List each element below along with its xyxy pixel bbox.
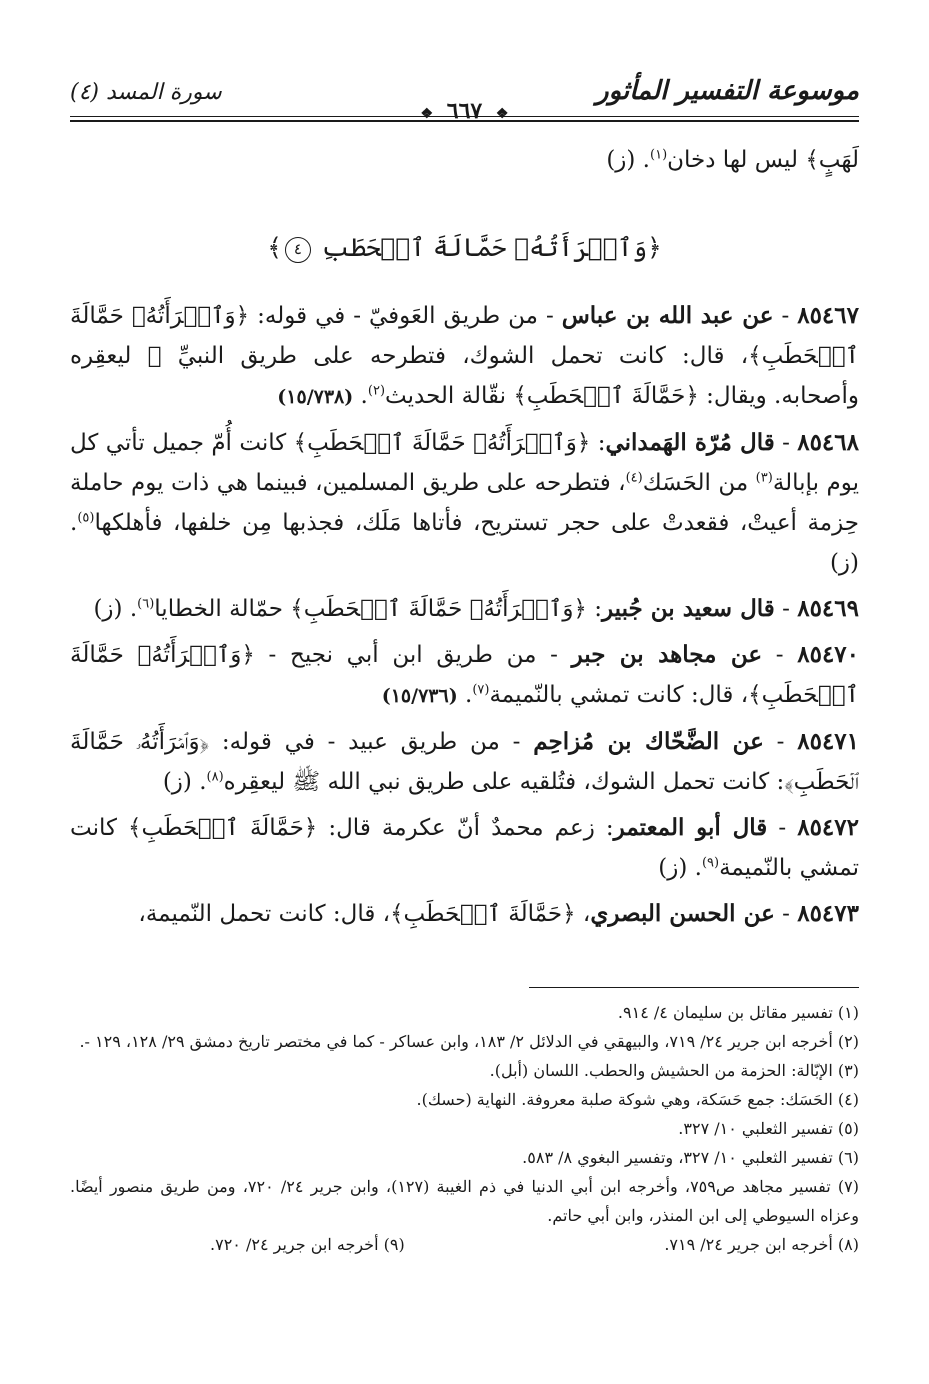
footnote-marker: (٩) (701, 855, 720, 871)
volume-reference: (١٥/٧٣٦) (381, 685, 458, 707)
ayah-number: ٤ (285, 237, 311, 263)
main-text (70, 140, 859, 934)
intro-line: لَهَبٍ﴾ ليس لها دخان$^{(١)}$. (ز) (606, 147, 859, 173)
footnote: (٤) الحَسَك: جمع حَسَكة، وهي شوكة صلبة معروفة. النهاية (حسك). (416, 1090, 859, 1109)
footnote-row (70, 1230, 859, 1259)
narration: ٨٥٤٦٨ - قال مُرّة الهَمداني: ﴿وَٱمۡرَأَتُهُۥ حَمَّالَةَ ٱلۡحَطَبِ﴾ كانت أُمّ جميل تأتي كل يوم بإبالة$^{(٣)}$ من الحَسَك$^{(٤)}$، فتطرحه على طريق المسلمين، فبينما هي ذات يوم حاملة حِزمة أعيتْ، فقعدتْ على حجر تستريح، فأتاها مَلَك، فجذبها مِن خلفها، فأهلكها$^{(٥)}$. (ز) (70, 429, 859, 576)
narration-number: ٨٥٤٧٠ (797, 641, 860, 668)
footnote-marker: (٦) (137, 596, 155, 612)
volume-reference: (١٥/٧٣٨) (277, 386, 354, 408)
narrator-name: قال مُرّة الهَمداني (605, 429, 775, 456)
ayah-text: ﴿وَٱمۡرَأَتُهُۥ حَمَّالَةَ ٱلۡحَطَبِ (321, 233, 662, 262)
narration: ٨٥٤٧٣ - عن الحسن البصري، ﴿حَمَّالَةَ ٱلۡحَطَبِ﴾، قال: كانت تحمل النّميمة، (138, 900, 859, 927)
surah-title: سورة المسد (٤) (70, 80, 222, 105)
narration-number: ٨٥٤٦٩ (797, 595, 859, 622)
narrator-name: عن الحسن البصري (590, 900, 775, 927)
page-header (70, 70, 859, 126)
narration: ٨٥٤٧٢ - قال أبو المعتمر: زعم محمدٌ أنّ عكرمة قال: ﴿حَمَّالَةَ ٱلۡحَطَبِ﴾ كانت تمشي بالنّميمة$^{(٩)}$. (ز) (70, 814, 859, 881)
footnotes (70, 998, 859, 1259)
ornament-icon: ❖ (495, 106, 509, 122)
narrator-name: عن مجاهد بن جبر (571, 641, 763, 668)
footnote: (٦) تفسير الثعلبي ١٠/ ٣٢٧، وتفسير البغوي ٨/ ٥٨٣. (522, 1148, 859, 1167)
narrator-name: قال أبو المعتمر (613, 814, 768, 841)
narration: ٨٥٤٧١ - عن الضَّحّاك بن مُزاحِم - من طريق عبيد - في قوله: ﴿وَٱمۡرَأَتُهُۥ حَمَّالَةَ ٱلۡحَطَبِ﴾: كانت تحمل الشوك، فتُلقيه على طريق نبي الله ﷺ ليعقِره$^{(٨)}$. (ز) (70, 728, 860, 795)
narration: ٨٥٤٧٠ - عن مجاهد بن جبر - من طريق ابن أبي نجيح - ﴿وَٱمۡرَأَتُهُۥ حَمَّالَةَ ٱلۡحَطَبِ﴾، قال: كانت تمشي بالنّميمة$^{(٧)}$. (١٥/٧٣٦) (70, 641, 860, 708)
header-rule (70, 116, 859, 117)
narrator-name: عن الضَّحّاك بن مُزاحِم (533, 728, 764, 755)
footnote: (٣) الإبّالة: الحزمة من الحشيش والحطب. اللسان (أبل). (489, 1061, 859, 1080)
footnote-marker: (٥) (77, 510, 95, 526)
footnote: (٧) تفسير مجاهد ص٧٥٩، وأخرجه ابن أبي الدنيا في ذم الغيبة (١٢٧)، وابن جرير ٢٤/ ٧٢٠، ومن طريق منصور أيضًا. وعزاه السيوطي إلى ابن المنذر، وابن أبي حاتم. (70, 1177, 860, 1225)
narration-number: ٨٥٤٧٢ (797, 814, 859, 841)
footnote: (٥) تفسير الثعلبي ١٠/ ٣٢٧. (678, 1119, 859, 1138)
book-title: موسوعة التفسير المأثور (596, 76, 859, 106)
footnote-marker: (٢) (367, 383, 386, 399)
narration-number: ٨٥٤٧٣ (797, 900, 859, 927)
narration: ٨٥٤٦٧ - عن عبد الله بن عباس - من طريق العَوفيّ - في قوله: ﴿وَٱمۡرَأَتُهُۥ حَمَّالَةَ ٱلۡحَطَبِ﴾، قال: كانت تحمل الشوك، فتطرحه على طريق النبيِّ ﷺ ليعقِره وأصحابه. ويقال: ﴿حَمَّالَةَ ٱلۡحَطَبِ﴾ نقّالة الحديث$^{(٢)}$. (١٥/٧٣٨) (70, 302, 859, 409)
footnote-marker: (٤) (625, 470, 643, 486)
footnote-marker: (١) (650, 147, 668, 163)
page-number-value: ٦٦٧ (446, 98, 483, 124)
narrator-name: عن عبد الله بن عباس (561, 302, 774, 329)
narration-number: ٨٥٤٦٧ (797, 302, 859, 329)
ayah-heading: ﴿وَٱمۡرَأَتُهُۥ حَمَّالَةَ ٱلۡحَطَبِ ٤﴾ (267, 233, 662, 262)
footnote: (٩) أخرجه ابن جرير ٢٤/ ٧٢٠. (210, 1235, 405, 1254)
footnote: (٢) أخرجه ابن جرير ٢٤/ ٧١٩، والبيهقي في الدلائل ٢/ ١٨٣، وابن عساكر - كما في مختصر تاريخ دمشق ٢٩/ ١٢٨، ١٢٩ -. (79, 1032, 859, 1051)
header-rule-thick (70, 120, 859, 122)
narration: ٨٥٤٦٩ - قال سعيد بن جُبير: ﴿وَٱمۡرَأَتُهُۥ حَمَّالَةَ ٱلۡحَطَبِ﴾ حمّالة الخطايا$^{(٦)}$. (ز) (93, 595, 859, 622)
footnote-separator (529, 987, 859, 988)
footnote-marker: (٧) (472, 682, 490, 698)
footnote-marker: (٨) (206, 769, 224, 785)
ornament-icon: ❖ (420, 106, 434, 122)
footnote: (١) تفسير مقاتل بن سليمان ٤/ ٩١٤. (617, 1003, 859, 1022)
narration-number: ٨٥٤٧١ (797, 728, 860, 755)
narration-number: ٨٥٤٦٨ (797, 429, 859, 456)
narrator-name: قال سعيد بن جُبير (601, 595, 775, 622)
footnote: (٨) أخرجه ابن جرير ٢٤/ ٧١٩. (664, 1235, 859, 1254)
footnote-marker: (٣) (755, 470, 773, 486)
